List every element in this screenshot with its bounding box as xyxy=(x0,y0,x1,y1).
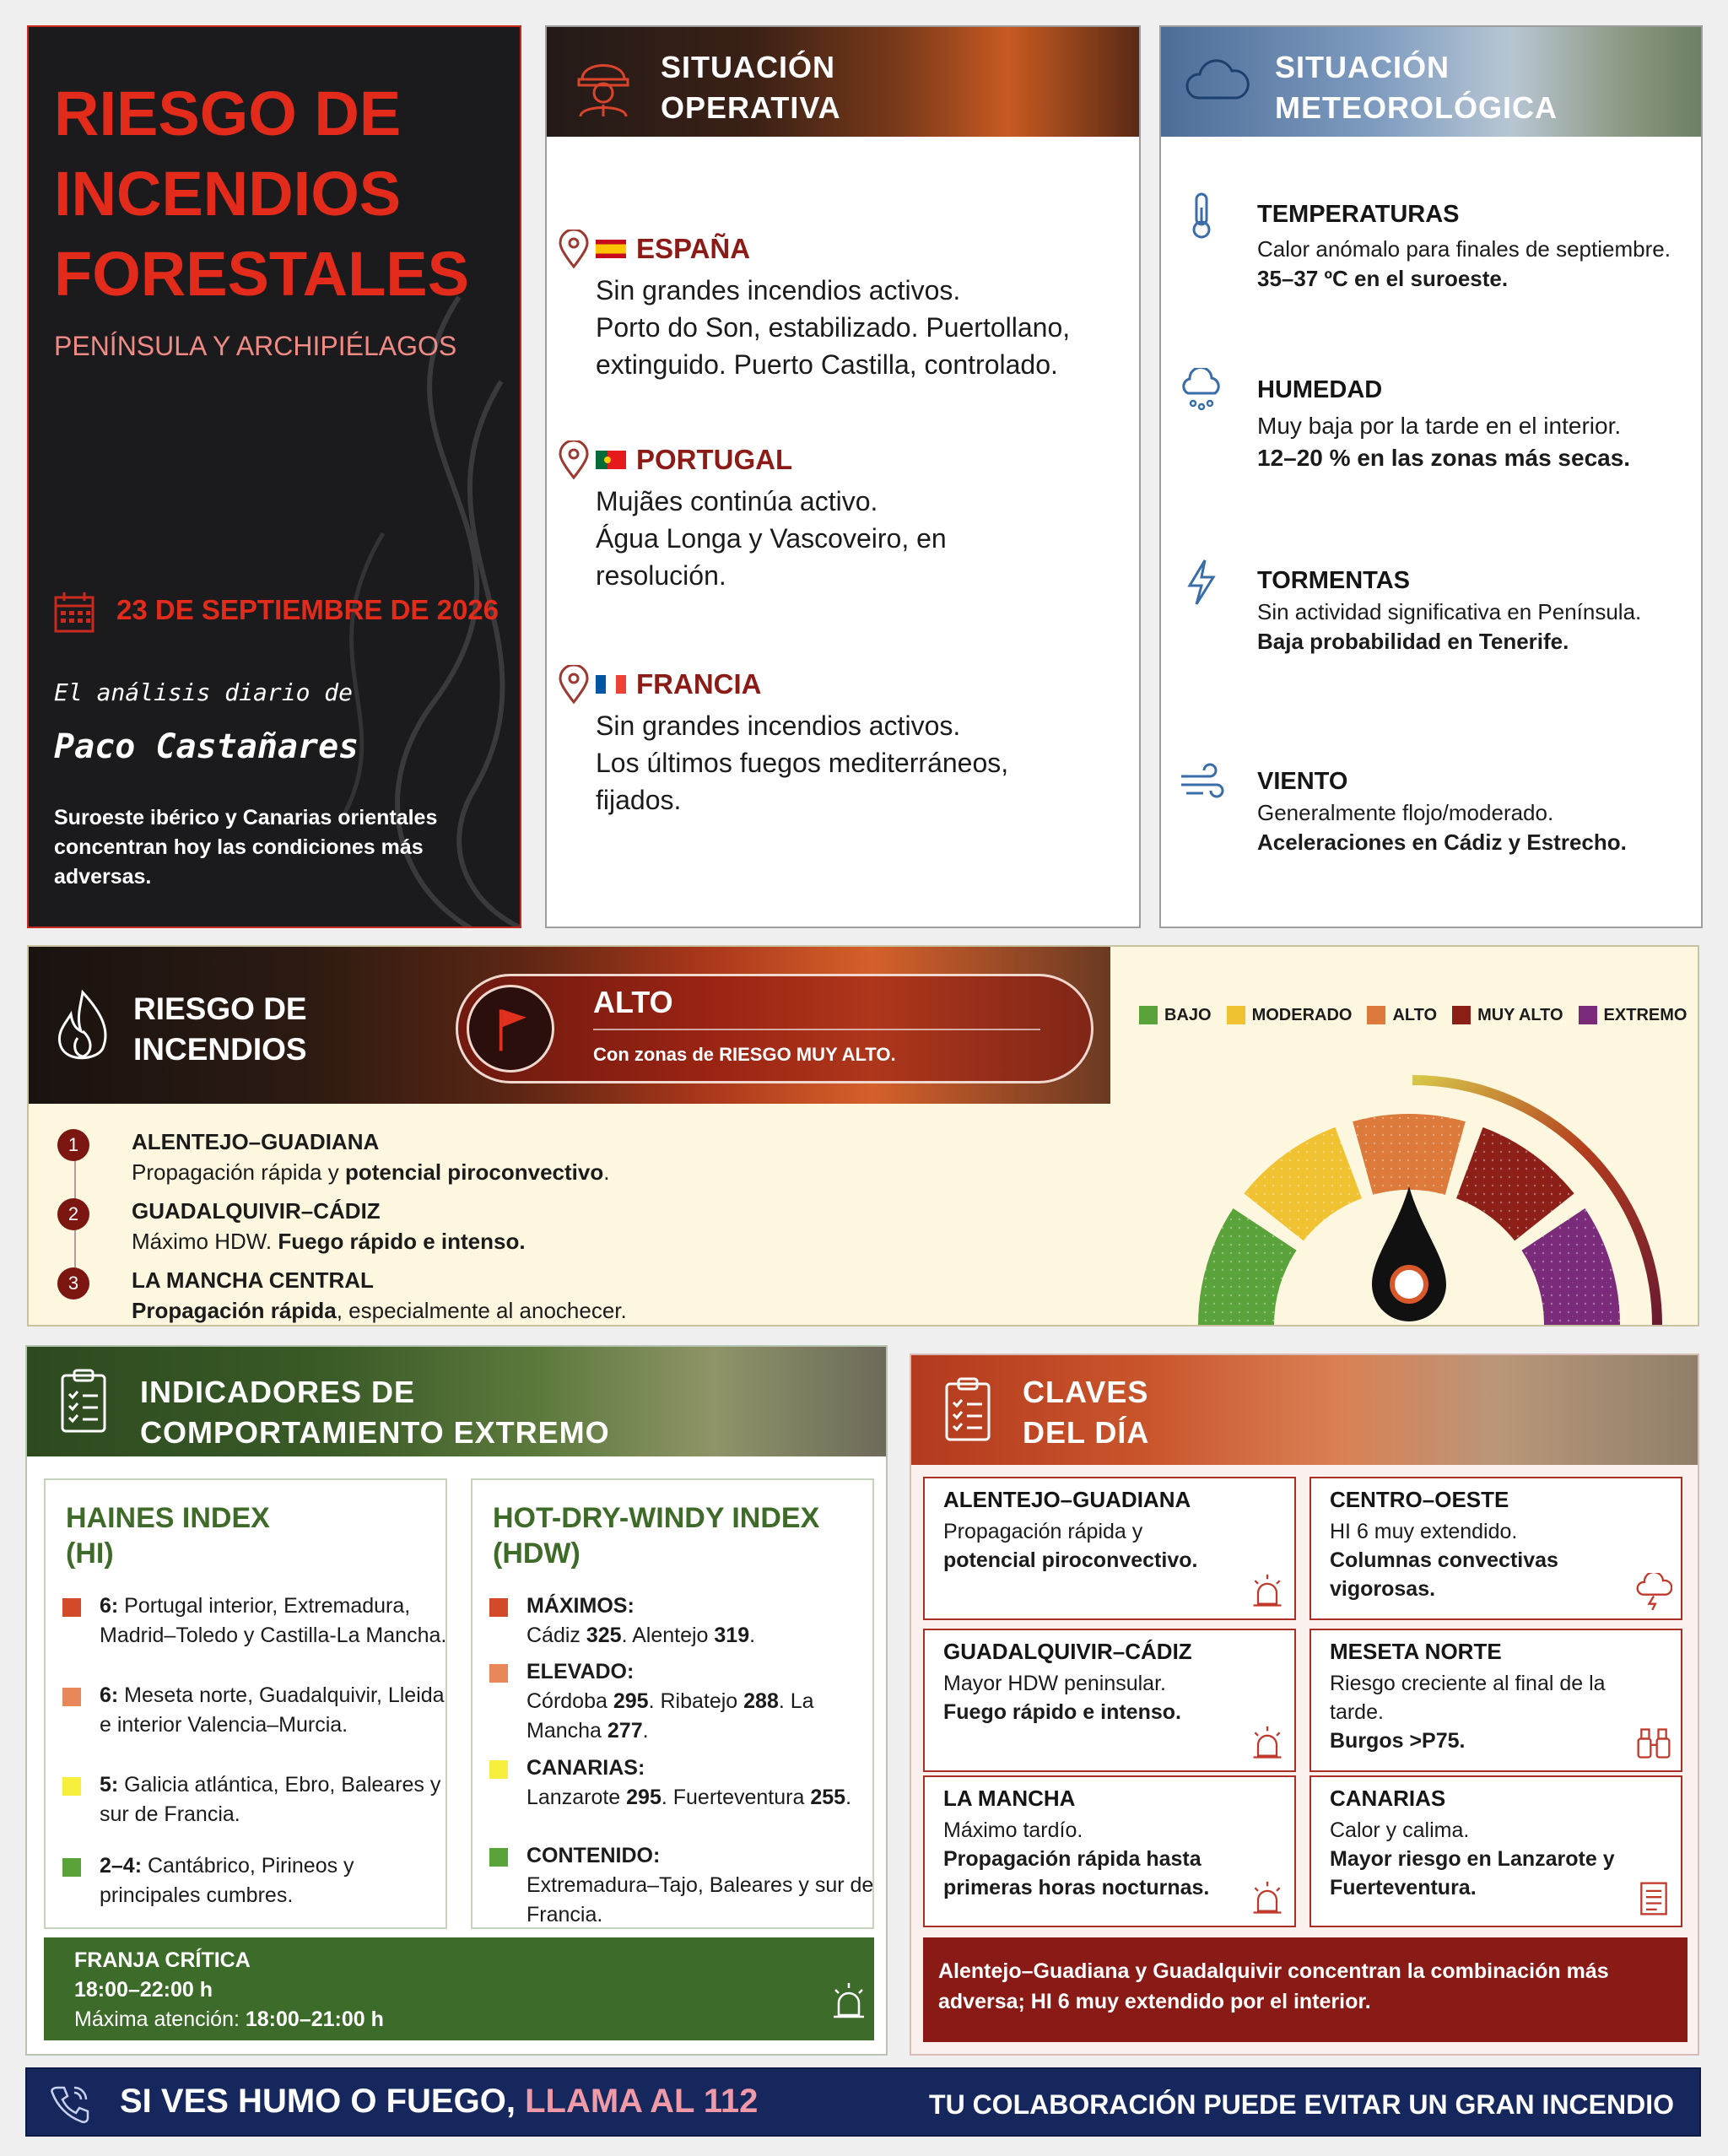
operativa-card xyxy=(545,25,1141,928)
portugal-flag-icon xyxy=(596,451,626,469)
meteo-item-title: TORMENTAS xyxy=(1257,567,1410,594)
location-pin-icon xyxy=(559,665,589,704)
clave-title: ALENTEJO–GUADIANA xyxy=(943,1487,1191,1512)
indicators-card xyxy=(25,1345,888,2056)
risk-level: ALTO xyxy=(593,985,673,1019)
legend-label: MUY ALTO xyxy=(1477,1005,1563,1024)
franja-text: FRANJA CRÍTICA 18:00–22:00 h Máxima atención: 18:00–21:00 h xyxy=(74,1948,384,2031)
clave-item xyxy=(923,1477,1296,1620)
clipboard-icon xyxy=(932,1374,1004,1446)
haines-swatch-3 xyxy=(62,1858,81,1877)
gauge-segment-texture xyxy=(1244,1127,1362,1241)
haines-swatch-0 xyxy=(62,1598,81,1617)
operativa-title: SITUACIÓN OPERATIVA xyxy=(661,50,841,125)
country-status: Sin grandes incendios activos. Porto do Son, estabilizado. Puertollano, extinguido. Puerto Castilla, controlado. xyxy=(596,275,1071,380)
clave-text: Riesgo creciente al final de la tarde. Burgos >P75. xyxy=(1330,1672,1606,1753)
meteo-item-text: Calor anómalo para finales de septiembre. 35–37 ºC en el suroeste. xyxy=(1257,236,1671,291)
hdw-text-2: Lanzarote 295. Fuerteventura 255. xyxy=(526,1786,852,1809)
hdw-swatch-0 xyxy=(489,1598,508,1617)
claves-title: CLAVES DEL DÍA xyxy=(1023,1375,1150,1450)
risk-level-pill xyxy=(456,974,1094,1083)
flame-icon xyxy=(52,989,111,1065)
risk-note: Con zonas de RIESGO MUY ALTO. xyxy=(593,1044,896,1065)
clave-title: CANARIAS xyxy=(1330,1786,1446,1811)
firefighter-icon xyxy=(567,46,640,118)
haines-title: HAINES INDEX (HI) xyxy=(66,1502,270,1570)
zone-text: Propagación rápida, especialmente al anochecer. xyxy=(132,1298,627,1323)
indicators-title: INDICADORES DE COMPORTAMIENTO EXTREMO xyxy=(140,1375,610,1450)
country-status: Mujães continúa activo. Água Longa y Vascoveiro, en resolución. xyxy=(596,486,947,591)
zone-name: GUADALQUIVIR–CÁDIZ xyxy=(132,1198,381,1224)
claves-summary: Alentejo–Guadiana y Guadalquivir concentran la combinación más adversa; HI 6 muy extendido por el interior. xyxy=(923,1937,1688,2042)
siren-icon xyxy=(1249,1725,1286,1762)
risk-legend xyxy=(1139,1002,1687,1028)
author-name: Paco Castañares xyxy=(54,727,359,766)
legend-label: BAJO xyxy=(1164,1005,1212,1024)
zone-name: ALENTEJO–GUADIANA xyxy=(132,1129,380,1154)
legend-label: EXTREMO xyxy=(1603,1005,1688,1024)
emergency-number: LLAMA AL 112 xyxy=(525,2083,759,2120)
humidity-icon xyxy=(1178,368,1225,415)
clave-title: MESETA NORTE xyxy=(1330,1639,1502,1664)
risk-title: RIESGO DE INCENDIOS xyxy=(133,992,307,1067)
clave-item xyxy=(1310,1629,1682,1772)
meteo-item-title: HUMEDAD xyxy=(1257,376,1383,403)
hero-subtitle: PENÍNSULA Y ARCHIPIÉLAGOS xyxy=(54,331,457,361)
hdw-text-3: Extremadura–Tajo, Baleares y sur de Francia. xyxy=(526,1873,874,1926)
risk-banner xyxy=(29,947,1110,1104)
spain-flag-icon xyxy=(596,240,626,258)
report-date: 23 DE SEPTIEMBRE DE 2026 xyxy=(116,594,500,625)
hero-summary: Suroeste ibérico y Canarias orientales concentran hoy las condiciones más adversas. xyxy=(54,806,438,889)
franja-critica xyxy=(44,1937,874,2040)
calendar-icon xyxy=(52,591,96,635)
claves-header xyxy=(911,1355,1698,1465)
gauge-segment-texture xyxy=(1198,1208,1297,1325)
clave-text: Máximo tardío. Propagación rápida hasta primeras horas nocturnas. xyxy=(943,1818,1210,1899)
clave-title: LA MANCHA xyxy=(943,1786,1076,1811)
gauge-segment-texture xyxy=(1353,1114,1466,1195)
meteo-item-text: Generalmente flojo/moderado. Aceleraciones en Cádiz y Estrecho. xyxy=(1257,800,1627,855)
hdw-swatch-2 xyxy=(489,1760,508,1779)
clave-title: GUADALQUIVIR–CÁDIZ xyxy=(943,1639,1192,1664)
haines-swatch-1 xyxy=(62,1688,81,1706)
hdw-index-box: HOT-DRY-WINDY INDEX (HDW) MÁXIMOS: Cádiz 325. Alentejo 319. ELEVADO: Córdoba 295. Ribatejo 288. La Mancha 277. CANARIAS: Lanzarote 295. Fuerteventura 255. CONTENIDO: Extremadura–Tajo, Baleares y sur de Francia. xyxy=(471,1478,874,1929)
claves-card xyxy=(910,1354,1699,2056)
location-pin-icon xyxy=(559,440,589,479)
france-flag-icon xyxy=(596,675,626,694)
gauge-segment-texture xyxy=(1456,1127,1574,1241)
clave-item xyxy=(1310,1477,1682,1620)
clave-title: CENTRO–OESTE xyxy=(1330,1487,1509,1512)
location-pin-icon xyxy=(559,230,589,268)
country-status: Sin grandes incendios activos. Los últimos fuegos mediterráneos, fijados. xyxy=(596,711,1009,815)
flag-icon xyxy=(469,987,552,1070)
clave-text: Propagación rápida y potencial piroconvectivo. xyxy=(943,1520,1198,1572)
footer-banner xyxy=(25,2067,1701,2137)
footer-collab-text: TU COLABORACIÓN PUEDE EVITAR UN GRAN INCENDIO xyxy=(929,2089,1674,2120)
legend-label: ALTO xyxy=(1392,1005,1438,1024)
wind-icon xyxy=(1178,759,1225,807)
siren-icon xyxy=(1249,1880,1286,1917)
meteo-title: SITUACIÓN METEOROLÓGICA xyxy=(1275,50,1558,125)
meteo-item-title: VIENTO xyxy=(1257,768,1348,795)
legend-swatch xyxy=(1227,1006,1245,1024)
cloud-icon xyxy=(1181,46,1254,118)
legend-swatch xyxy=(1367,1006,1385,1024)
legend-item xyxy=(1367,1006,1437,1025)
thermometer-icon xyxy=(1178,192,1225,240)
meteo-card xyxy=(1159,25,1703,928)
legend-item xyxy=(1139,1006,1212,1025)
hdw-text-0: Cádiz 325. Alentejo 319. xyxy=(526,1624,756,1647)
siren-icon xyxy=(1249,1573,1286,1610)
phone-icon xyxy=(49,2083,91,2125)
footer-call-text: SI VES HUMO O FUEGO, LLAMA AL 112 xyxy=(120,2083,759,2120)
risk-gauge xyxy=(1151,1063,1691,1333)
legend-swatch xyxy=(1452,1006,1471,1024)
checklist-icon xyxy=(1635,1880,1672,1917)
hdw-title: HOT-DRY-WINDY INDEX (HDW) xyxy=(493,1502,820,1570)
legend-label: MODERADO xyxy=(1251,1005,1353,1024)
indicators-header xyxy=(27,1347,886,1456)
legend-item xyxy=(1579,1006,1688,1025)
meteo-item-text: Muy baja por la tarde en el interior. 12–20 % en las zonas más secas. xyxy=(1257,413,1631,471)
storm-cloud-icon xyxy=(1635,1573,1672,1610)
country-name: PORTUGAL xyxy=(636,444,793,475)
hdw-swatch-1 xyxy=(489,1664,508,1683)
clave-text: Calor y calima. Mayor riesgo en Lanzarote y Fuerteventura. xyxy=(1330,1818,1615,1899)
country-name: ESPAÑA xyxy=(636,233,751,264)
zone-number: 2 xyxy=(57,1198,89,1230)
clave-text: HI 6 muy extendido. Columnas convectivas vigorosas. xyxy=(1330,1520,1558,1601)
legend-item xyxy=(1227,1006,1353,1025)
zone-number: 3 xyxy=(57,1267,89,1300)
haines-index-box: HAINES INDEX (HI) 6: Portugal interior, Extremadura, Madrid–Toledo y Castilla-La Mancha. 6: Meseta norte, Guadalquivir, Lleida e interior Valencia–Murcia. 5: Galicia atlántica, Ebro, Baleares y sur de Francia. 2–4: Cantábrico, Pirineos y principales cumbres. xyxy=(44,1478,447,1929)
lightning-icon xyxy=(1178,559,1225,606)
legend-swatch xyxy=(1579,1006,1597,1024)
siren-icon xyxy=(829,1981,869,2022)
zone-text: Máximo HDW. Fuego rápido e intenso. xyxy=(132,1229,526,1254)
legend-swatch xyxy=(1139,1006,1158,1024)
zone-number: 1 xyxy=(57,1129,89,1161)
risk-flag-badge xyxy=(467,985,554,1073)
hero-title: RIESGO DE INCENDIOS FORESTALES xyxy=(54,78,469,309)
clave-item xyxy=(1310,1775,1682,1927)
hdw-text-1: Córdoba 295. Ribatejo 288. La Mancha 277. xyxy=(526,1689,814,1743)
analysis-label: El análisis diario de xyxy=(54,678,354,706)
gauge-needle-hub xyxy=(1392,1267,1426,1301)
divider xyxy=(593,1029,1040,1030)
clave-item xyxy=(923,1775,1296,1927)
hdw-swatch-3 xyxy=(489,1848,508,1867)
binoculars-icon xyxy=(1635,1725,1672,1762)
zone-text: Propagación rápida y potencial piroconvectivo. xyxy=(132,1159,610,1185)
zone-name: LA MANCHA CENTRAL xyxy=(132,1267,374,1293)
operativa-header xyxy=(547,27,1139,137)
meteo-item-title: TEMPERATURAS xyxy=(1257,201,1460,228)
legend-item xyxy=(1452,1006,1563,1025)
clave-text: Mayor HDW peninsular. Fuego rápido e intenso. xyxy=(943,1672,1181,1724)
clipboard-icon xyxy=(47,1365,120,1438)
meteo-item-text: Sin actividad significativa en Península. Baja probabilidad en Tenerife. xyxy=(1257,599,1642,654)
haines-swatch-2 xyxy=(62,1777,81,1796)
country-name: FRANCIA xyxy=(636,668,762,700)
hero-panel xyxy=(27,25,521,928)
clave-item xyxy=(923,1629,1296,1772)
meteo-header xyxy=(1161,27,1701,137)
gauge-segment-texture xyxy=(1521,1208,1620,1325)
